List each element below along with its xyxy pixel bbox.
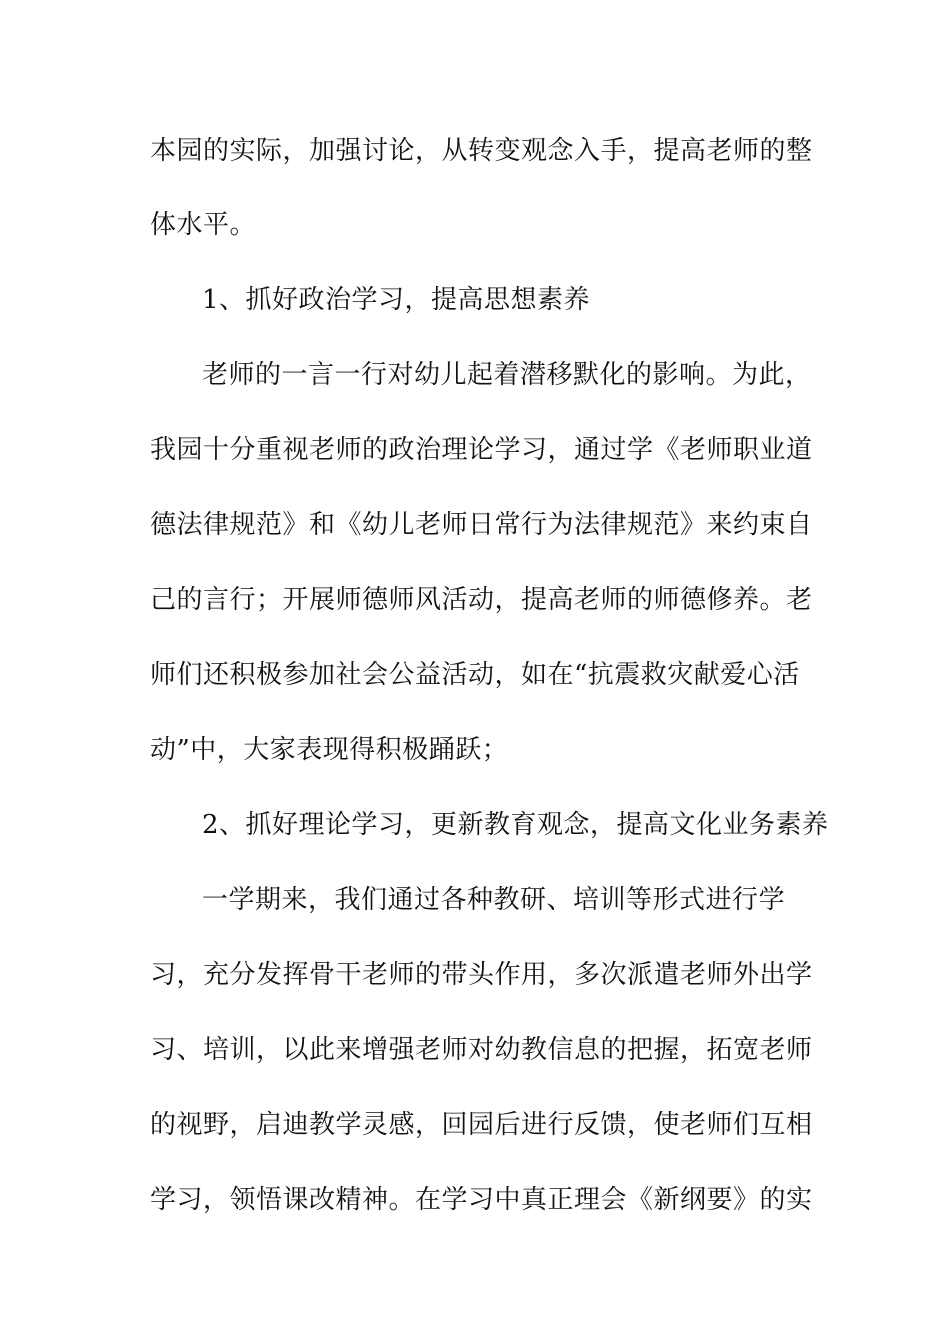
text-line: 老师的一言一行对幼儿起着潜移默化的影响。为此，	[202, 360, 812, 390]
text-line: 德法律规范》和《幼儿老师日常行为法律规范》来约束自	[150, 510, 813, 540]
text-line: 己的言行；开展师德师风活动，提高老师的师德修养。老	[150, 585, 813, 615]
text-line: 本园的实际，加强讨论，从转变观念入手，提高老师的整	[150, 136, 813, 166]
text-line: 动”中，大家表现得积极踊跃；	[150, 735, 509, 765]
section-heading: 2、抓好理论学习，更新教育观念，提高文化业务素养	[202, 810, 829, 840]
text-line: 的视野，启迪教学灵感，回园后进行反馈，使老师们互相	[150, 1110, 813, 1140]
text-line: 师们还积极参加社会公益活动，如在“抗震救灾献爱心活	[150, 660, 800, 690]
text-line: 我园十分重视老师的政治理论学习，通过学《老师职业道	[150, 435, 813, 465]
text-line: 一学期来，我们通过各种教研、培训等形式进行学	[202, 885, 786, 915]
text-line: 习、培训，以此来增强老师对幼教信息的把握，拓宽老师	[150, 1035, 813, 1065]
section-heading: 1、抓好政治学习，提高思想素养	[202, 285, 591, 315]
text-line: 习，充分发挥骨干老师的带头作用，多次派遣老师外出学	[150, 960, 813, 990]
text-line: 学习，领悟课改精神。在学习中真正理会《新纲要》的实	[150, 1185, 813, 1215]
text-line: 体水平。	[150, 210, 257, 240]
